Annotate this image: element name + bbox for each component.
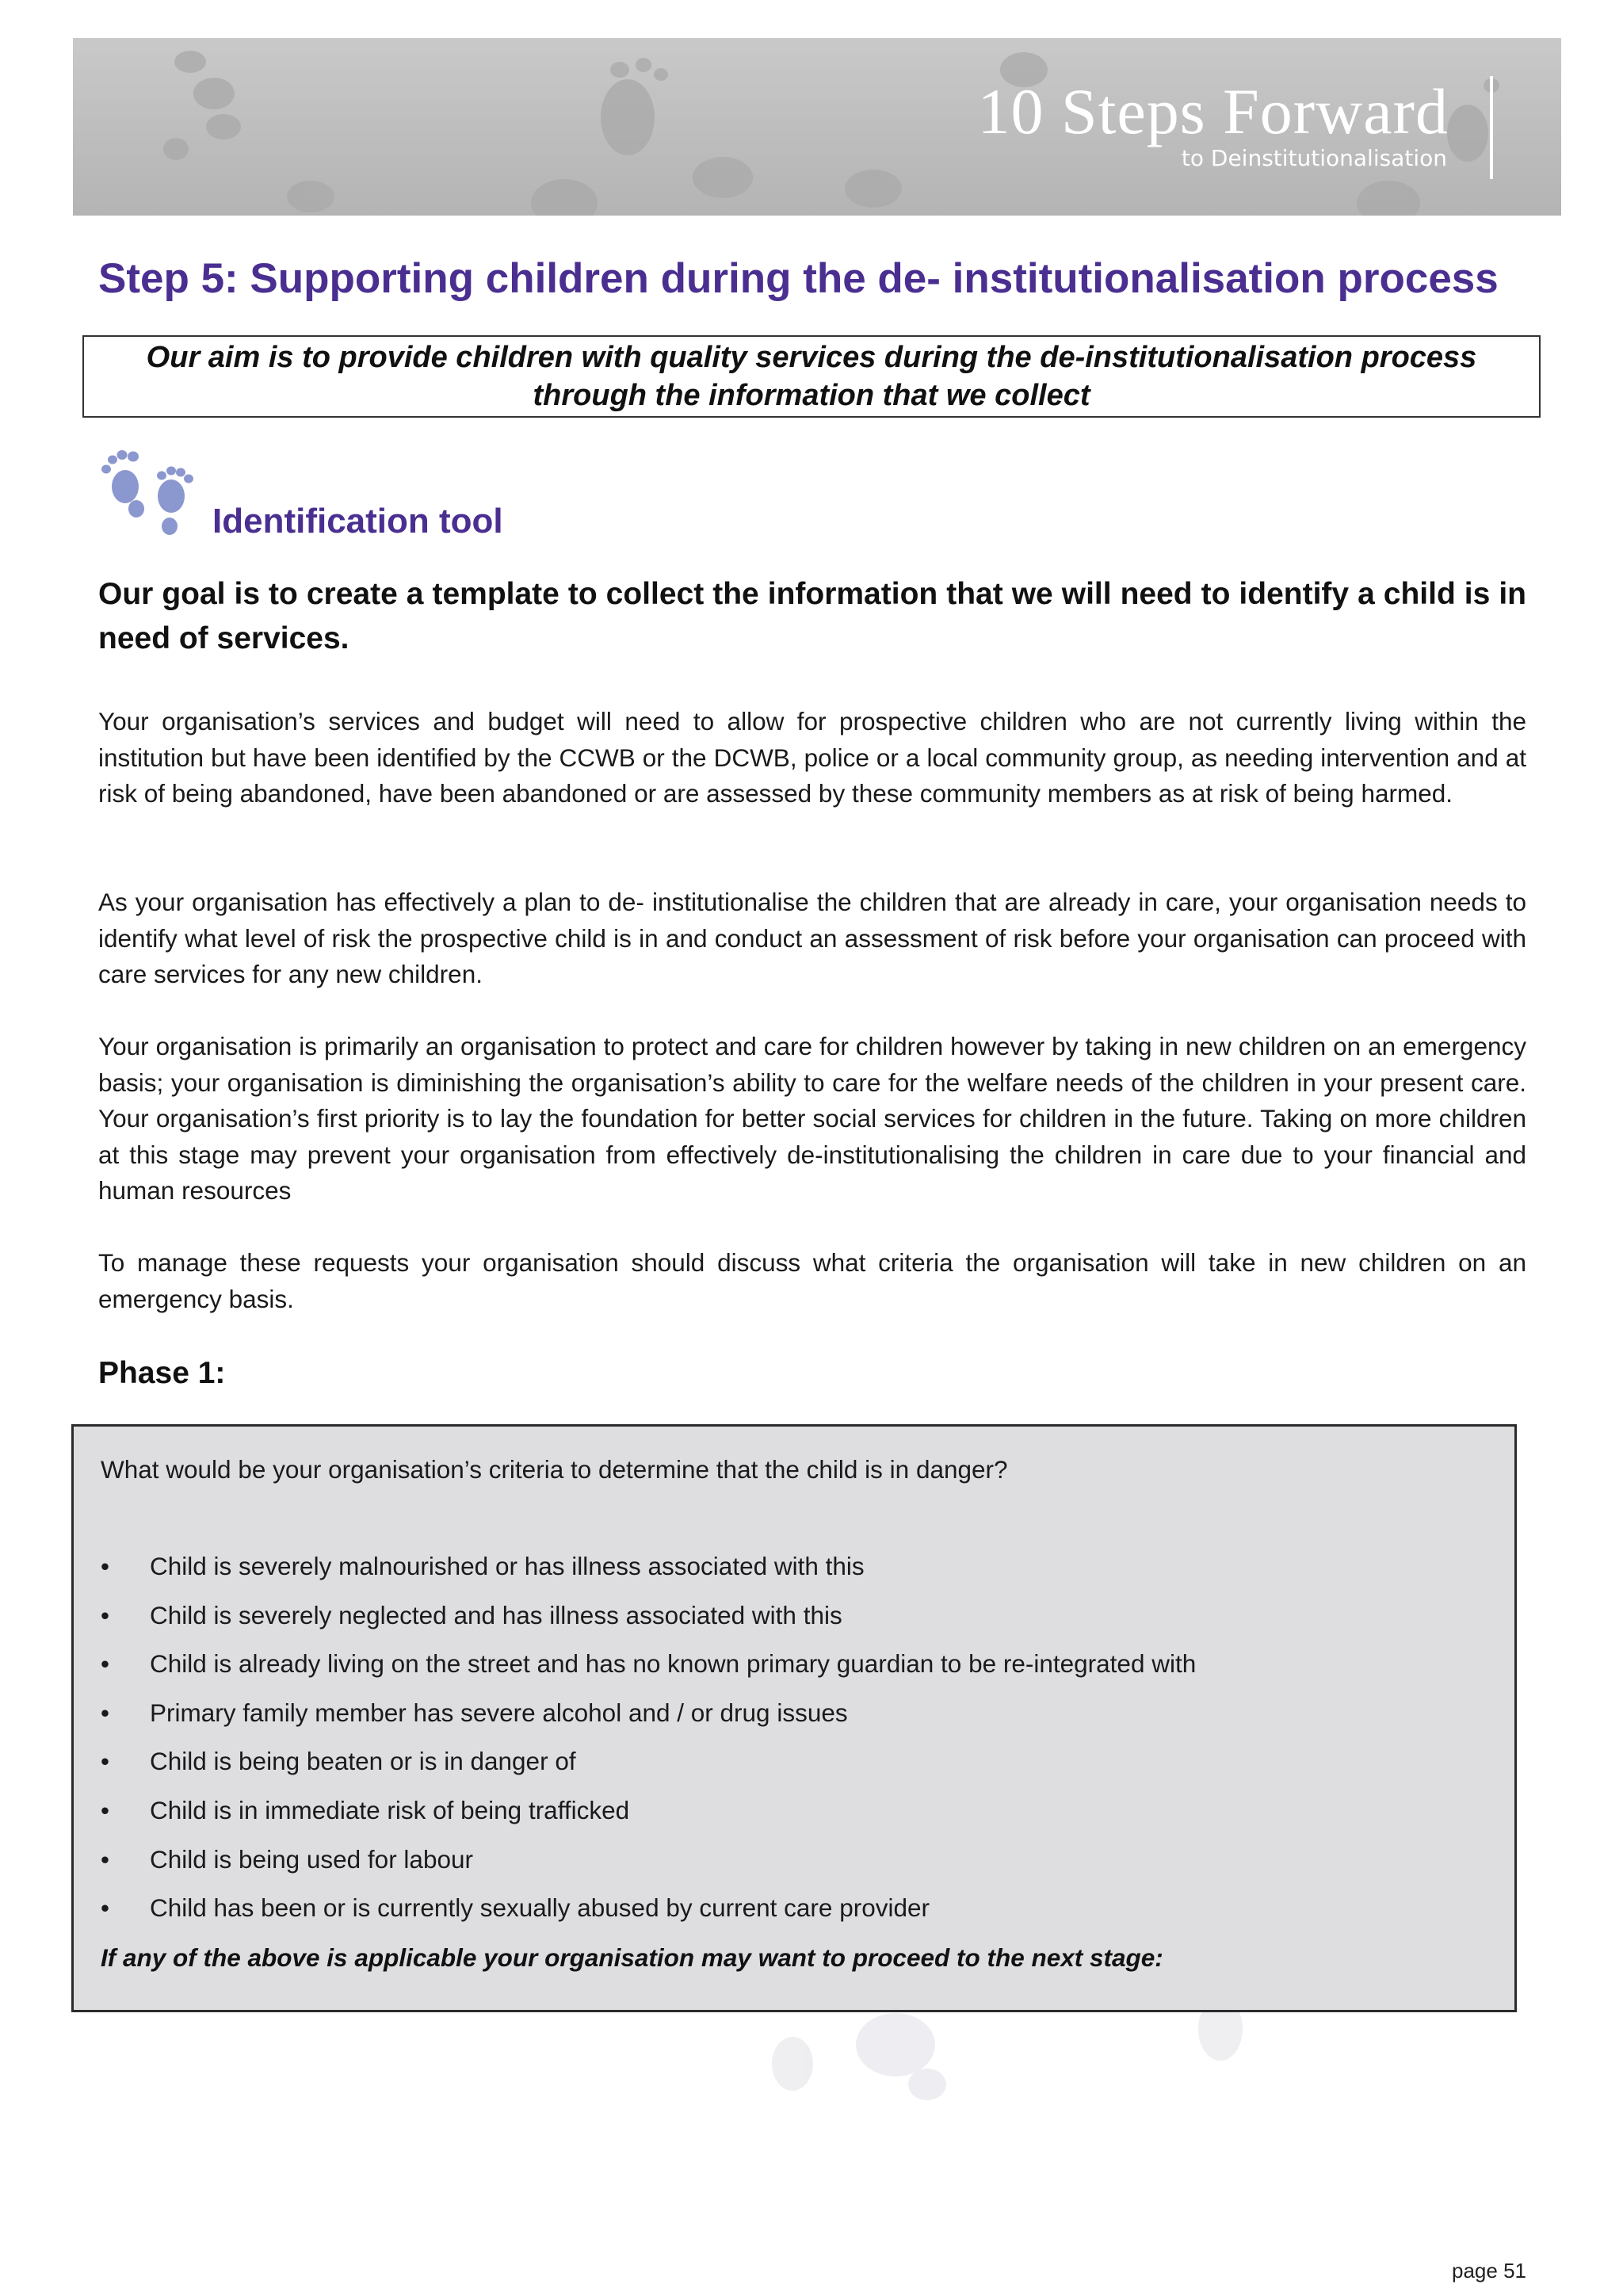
list-item <box>101 1843 1495 1893</box>
bullet-icon: • <box>101 1747 110 1776</box>
body-paragraph: Your organisation’s services and budget will need to allow for prospective children who are not currently living within the institution but have been identified by the CCWB or the DCWB, police or a local community group, as needing intervention and at risk of being abandoned, have been abandoned or are assessed by these community members as at risk of being harmed. <box>98 707 1526 808</box>
bullet-icon: • <box>101 1600 110 1629</box>
bullet-icon: • <box>101 1649 110 1679</box>
list-item-text: Child is severely malnourished or has illness associated with this <box>150 1552 865 1580</box>
bullet-icon: • <box>101 1698 110 1727</box>
list-item-text: Child is already living on the street and has no known primary guardian to be re-integrated with <box>150 1649 1197 1679</box>
list-item-text: Child has been or is currently sexually abused by current care provider <box>150 1893 930 1923</box>
aim-text: Our aim is to provide children with quality services during the de-institutionalisation process through the information that we collect <box>146 341 1477 412</box>
list-item-text: Child is being used for labour <box>150 1844 473 1874</box>
list-item <box>101 1550 1495 1599</box>
list-item <box>101 1892 1495 1941</box>
footprints-icon <box>95 449 200 541</box>
list-item <box>101 1648 1495 1697</box>
list-item-text: Primary family member has severe alcohol and / or drug issues <box>150 1698 848 1727</box>
body-paragraph: As your organisation has effectively a plan to de- institutionalise the children that are already in care, your organisation needs to identify what level of risk the prospective child is in and conduct an assessment of risk before your organisation can proceed with care services for any new children. <box>98 888 1526 988</box>
body-paragraph: Your organisation is primarily an organisation to protect and care for children however by taking in new children on an emergency basis; your organisation is diminishing the organisation’s ability to care for the welfare needs of the children in your present care. Your organisation’s first priority is to lay the foundation for better social services for children in the future. Taking on more children at this stage may prevent your organisation from effectively de-institutionalising the children in care due to your financial and human resources <box>98 1032 1526 1205</box>
list-item-text: Child is being beaten or is in danger of <box>150 1747 576 1776</box>
banner-divider <box>1490 76 1493 179</box>
goal-statement: Our goal is to create a template to collect the information that we will need to identify a child is in need of services. <box>98 577 1526 655</box>
bullet-icon: • <box>101 1844 110 1874</box>
aim-box <box>82 335 1541 418</box>
list-item-text: Child is severely neglected and has illness associated with this <box>150 1600 842 1629</box>
criteria-note: If any of the above is applicable your organisation may want to proceed to the next stage: <box>101 1943 1163 1972</box>
list-item-text: Child is in immediate risk of being trafficked <box>150 1795 630 1824</box>
banner-title: 10 Steps Forward <box>977 75 1449 147</box>
bullet-icon: • <box>101 1893 110 1923</box>
phase-heading: Phase 1: <box>98 1356 226 1390</box>
list-item <box>101 1745 1495 1794</box>
bullet-icon: • <box>101 1795 110 1824</box>
criteria-box <box>71 1424 1517 2012</box>
criteria-list <box>101 1550 1495 1941</box>
list-item <box>101 1697 1495 1746</box>
list-item <box>101 1599 1495 1648</box>
body-paragraph: To manage these requests your organisation should discuss what criteria the organisation will take in new children on an emergency basis. <box>98 1248 1526 1313</box>
banner-subtitle: to Deinstitutionalisation <box>1181 145 1447 171</box>
header-banner <box>73 38 1561 216</box>
bullet-icon: • <box>101 1552 110 1580</box>
criteria-question: What would be your organisation’s criteria to determine that the child is in danger? <box>101 1455 1008 1484</box>
section-heading: Identification tool <box>212 502 503 541</box>
page-title: Step 5: Supporting children during the de- institutionalisation process <box>98 255 1499 302</box>
page-number: page 51 <box>1452 2259 1526 2283</box>
list-item <box>101 1794 1495 1843</box>
